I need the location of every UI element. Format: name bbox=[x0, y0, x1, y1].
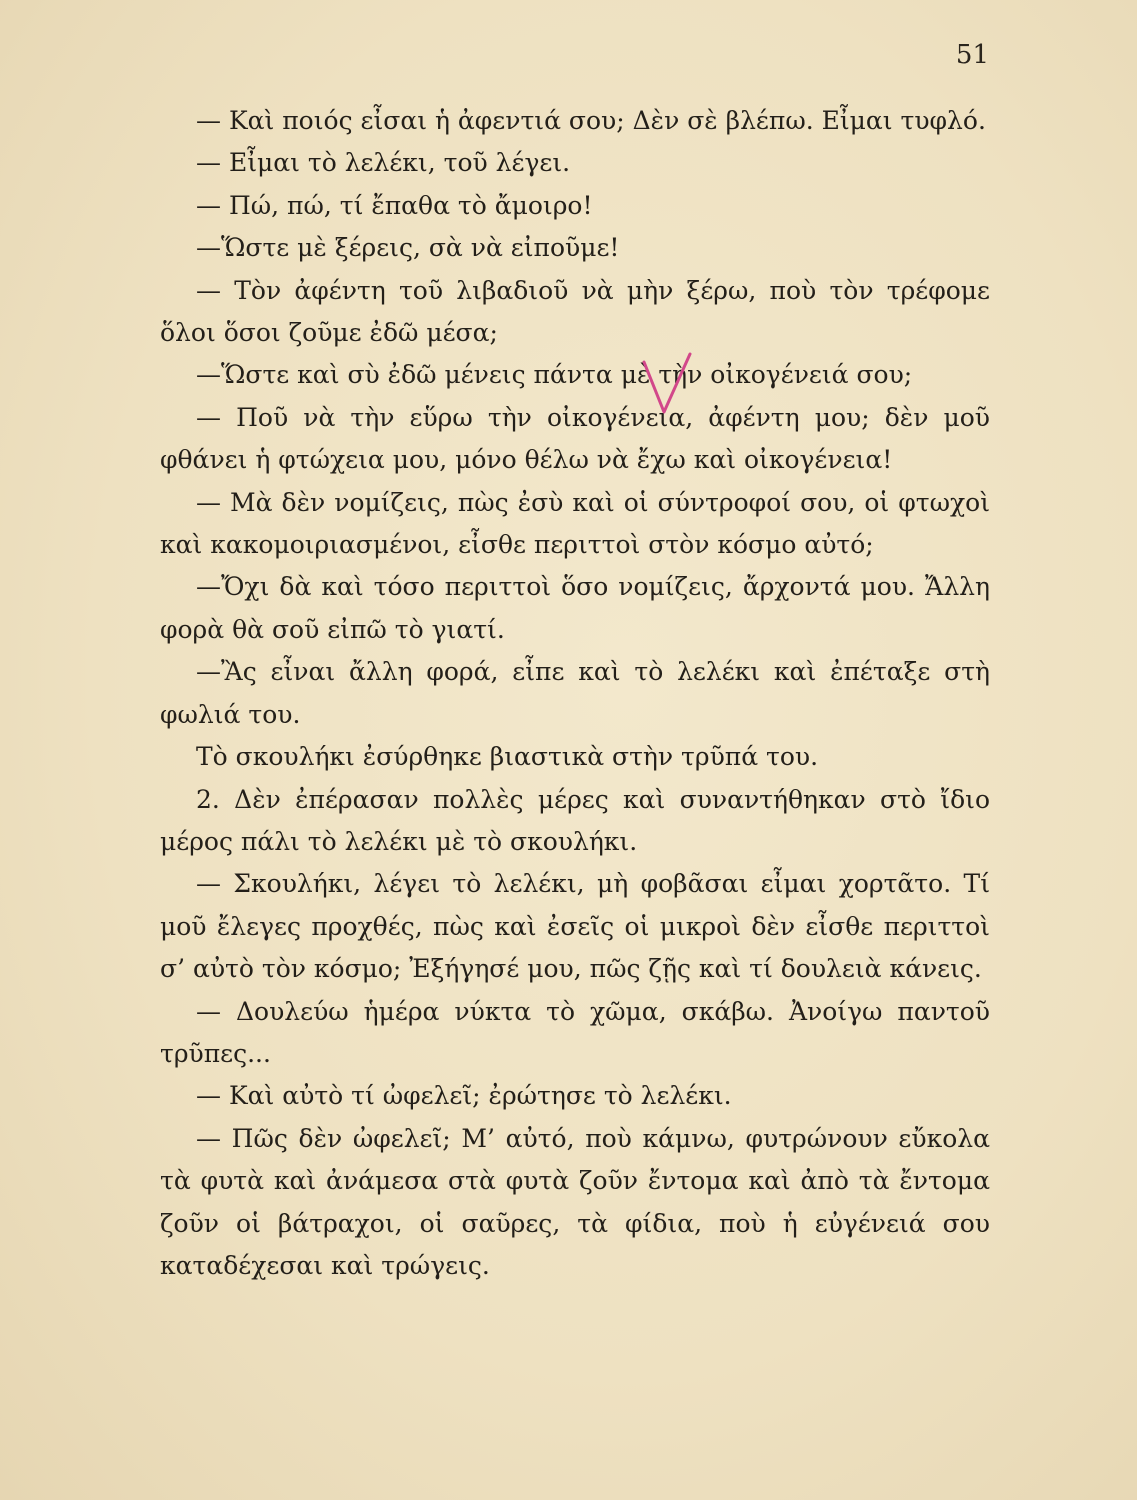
paragraph: Τὸ σκουλήκι ἐσύρθηκε βιαστικὰ στὴν τρῦπά του. bbox=[196, 742, 819, 772]
paragraph: —Ἂς εἶναι ἄλλη φορά, εἶπε καὶ τὸ λελέκι καὶ ἐπέταξε στὴ φωλιά του. bbox=[160, 657, 990, 729]
check-mark-icon bbox=[636, 350, 696, 420]
paragraph: — Μὰ δὲν νομίζεις, πὼς ἐσὺ καὶ οἱ σύντροφοί σου, οἱ φτωχοὶ καὶ κακομοιριασμένοι, εἶσθε περιττοὶ στὸν κόσμο αὐτό; bbox=[160, 487, 990, 560]
page-number: 51 bbox=[955, 40, 989, 70]
paragraph: — Πῶς δὲν ὠφελεῖ; Μ’ αὐτό, ποὺ κάμνω, φυτρώνουν εὔκολα τὰ φυτὰ καὶ ἀνάμεσα στὰ φυτὰ ζοῦν ἔντομα καὶ ἀπὸ τὰ ἔντομα ζοῦν οἱ βάτραχοι, οἱ σαῦρες, τὰ φίδια, ποὺ ἡ εὐγένειά σου καταδέχεσαι καὶ τρώγεις. bbox=[160, 1123, 990, 1280]
paragraph: 2. Δὲν ἐπέρασαν πολλὲς μέρες καὶ συναντήθηκαν στὸ ἴδιο μέρος πάλι τὸ λελέκι μὲ τὸ σκουλήκι. bbox=[160, 784, 990, 856]
page-text bbox=[160, 100, 990, 1287]
paragraph: — Καὶ ποιός εἶσαι ἡ ἀφεντιά σου; Δὲν σὲ βλέπω. Εἶμαι τυφλό. bbox=[196, 106, 986, 135]
paragraph: — Καὶ αὐτὸ τί ὠφελεῖ; ἐρώτησε τὸ λελέκι. bbox=[196, 1081, 732, 1111]
paragraph: —Ὄχι δὰ καὶ τόσο περιττοὶ ὅσο νομίζεις, ἄρχοντά μου. Ἄλλη φορὰ θὰ σοῦ εἰπῶ τὸ γιατί. bbox=[160, 572, 990, 644]
paragraph: —Ὥστε καὶ σὺ ἐδῶ μένεις πάντα μὲ τὴν οἰκογένειά σου; bbox=[196, 360, 913, 390]
paragraph: — Ποῦ νὰ τὴν εὕρω τὴν οἰκογένεια, ἀφέντη μου; δὲν μοῦ φθάνει ἡ φτώχεια μου, μόνο θέλω νὰ ἔχω καὶ οἰκογένεια! bbox=[160, 402, 990, 475]
paragraph: — Τὸν ἀφέντη τοῦ λιβαδιοῦ νὰ μὴν ξέρω, ποὺ τὸν τρέφομε ὅλοι ὅσοι ζοῦμε ἐδῶ μέσα; bbox=[160, 275, 990, 348]
paragraph: — Εἶμαι τὸ λελέκι, τοῦ λέγει. bbox=[196, 148, 571, 178]
paragraph: — Σκουλήκι, λέγει τὸ λελέκι, μὴ φοβᾶσαι εἶμαι χορτᾶτο. Τί μοῦ ἔλεγες προχθές, πὼς καὶ ἐσεῖς οἱ μικροὶ δὲν εἶσθε περιττοὶ σ’ αὐτὸ τὸν κόσμο; Ἐξήγησέ μου, πῶς ζῇς καὶ τί δουλειὰ κάνεις. bbox=[160, 869, 990, 984]
paragraph: — Πώ, πώ, τί ἔπαθα τὸ ἄμοιρο! bbox=[196, 190, 593, 220]
paragraph: —Ὥστε μὲ ξέρεις, σὰ νὰ εἰποῦμε! bbox=[196, 233, 620, 263]
paragraph: — Δουλεύω ἡμέρα νύκτα τὸ χῶμα, σκάβω. Ἀνοίγω παντοῦ τρῦπες... bbox=[160, 996, 990, 1068]
